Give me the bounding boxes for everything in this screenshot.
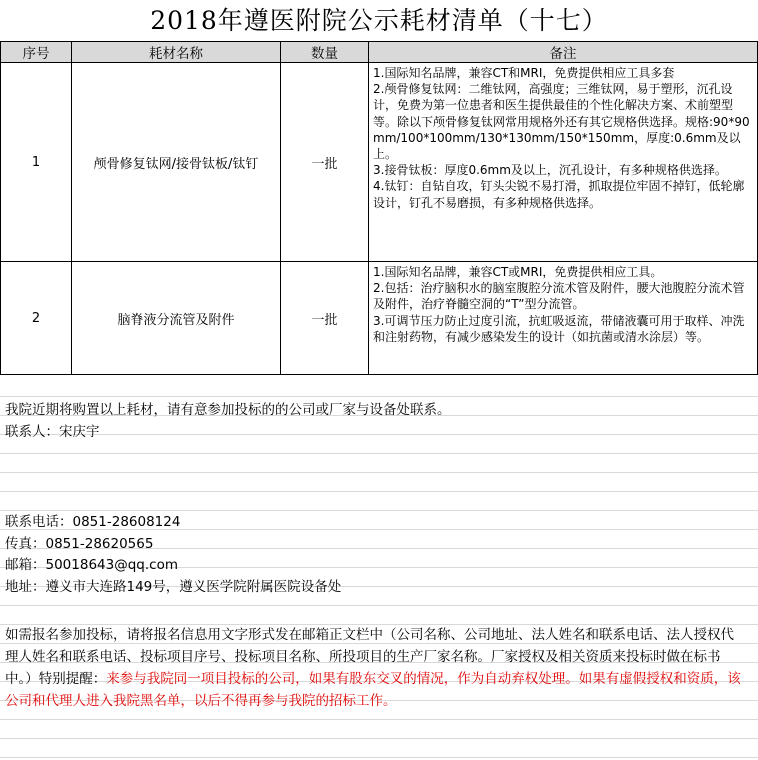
contact-email: 邮箱：50018643@qq.com <box>5 557 178 573</box>
header-no: 序号 <box>1 42 72 63</box>
header-notes: 备注 <box>369 42 758 63</box>
note-line: 2.包括：治疗脑积水的脑室腹腔分流术管及附件，腰大池腹腔分流术管及附件，治疗脊髓空洞的“T”型分流管。 <box>373 281 745 312</box>
note-line: 4.钛钉：自钻自攻，钉头尖锐不易打滑，抓取提位牢固不掉钉，低轮廓设计，钉孔不易磨损，有多种规格供选择。 <box>373 179 745 210</box>
note-line: 1.国际知名品牌，兼容CT或MRI，免费提供相应工具。 <box>373 265 663 279</box>
note-line: 1.国际知名品牌，兼容CT和MRI，免费提供相应工具多套 <box>373 66 675 80</box>
header-qty: 数量 <box>281 42 369 63</box>
row-name: 颅骨修复钛网/接骨钛板/钛钉 <box>72 63 281 262</box>
row-no: 1 <box>1 63 72 262</box>
note-line: 3.接骨钛板：厚度0.6mm及以上，沉孔设计，有多种规格供选择。 <box>373 163 727 178</box>
row-notes <box>369 262 758 375</box>
notice-warning: 来参与我院同一项目投标的公司，如果有股东交叉的情况，作为自动弃权处理。如果有虚假授权和资质，该公司和代理人进入我院黑名单，以后不得再参与我院的招标工作。 <box>5 671 741 709</box>
row-qty: 一批 <box>281 262 369 375</box>
contact-phone: 联系电话：0851-28608124 <box>5 514 181 530</box>
notice-text: 如需报名参加投标，请将报名信息用文字形式发在邮箱正文栏中（公司名称、公司地址、法人姓名和联系电话、法人授权代理人姓名和联系电话、投标项目序号、投标项目名称、所投项目的生产厂家名称。厂家授权及相关资质来投标时做在标书中。）特别提醒： <box>5 627 734 687</box>
bidding-notice <box>5 624 745 712</box>
contact-address: 地址：遵义市大连路149号，遵义医学院附属医院设备处 <box>5 579 342 595</box>
note-line: 2.颅骨修复钛网：二维钛网，高强度；三维钛网，易于塑形，沉孔设计，免费为第一位患者和医生提供最佳的个性化解决方案、术前塑型等。除以下颅骨修复钛网常用规格外还有其它规格供选择。规格:90*90mm/100*100mm/130*130mm/150*150mm，厚度:0.6mm及以上。 <box>373 82 750 162</box>
row-name: 脑脊液分流管及附件 <box>72 262 281 375</box>
intro-text: 我院近期将购置以上耗材，请有意参加投标的的公司或厂家与设备处联系。 <box>5 402 451 418</box>
table-header-row <box>1 42 758 63</box>
consumables-table <box>0 41 758 375</box>
contact-person: 联系人：宋庆宇 <box>5 424 100 440</box>
header-name: 耗材名称 <box>72 42 281 63</box>
table-row <box>1 262 758 375</box>
table-row <box>1 63 758 262</box>
row-qty: 一批 <box>281 63 369 262</box>
page-title: 2018年遵医附院公示耗材清单（十七） <box>150 6 608 35</box>
row-notes <box>369 63 758 262</box>
contact-fax: 传真：0851-28620565 <box>5 536 154 552</box>
note-line: 3.可调节压力防止过度引流，抗虹吸返流，带储液囊可用于取样、冲洗和注射药物，有减少感染发生的设计（如抗菌或清水涂层）等。 <box>373 313 745 344</box>
row-no: 2 <box>1 262 72 375</box>
